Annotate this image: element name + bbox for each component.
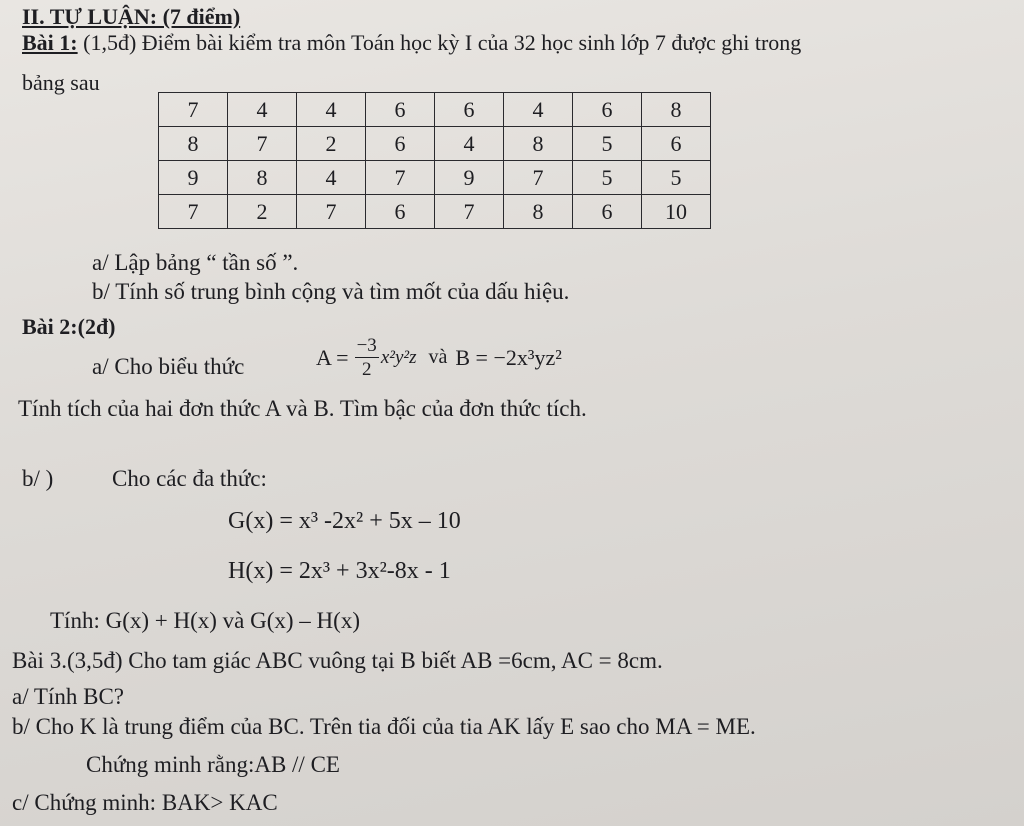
bai1-part-a: a/ Lập bảng “ tần số ”. bbox=[92, 250, 299, 275]
table-cell: 8 bbox=[504, 195, 573, 229]
table-cell: 8 bbox=[228, 161, 297, 195]
table-cell: 6 bbox=[642, 127, 711, 161]
monomial-B: B = −2x³yz² bbox=[455, 344, 562, 370]
and-word: và bbox=[428, 346, 448, 368]
table-cell: 4 bbox=[297, 161, 366, 195]
table-cell: 8 bbox=[159, 127, 228, 161]
table-cell: 2 bbox=[297, 127, 366, 161]
bai2-task: Tính tích của hai đơn thức A và B. Tìm bậc của đơn thức tích. bbox=[18, 396, 587, 421]
bai3-part-b: b/ Cho K là trung điểm của BC. Trên tia đối của tia AK lấy E sao cho MA = ME. bbox=[12, 714, 756, 739]
table-row bbox=[159, 161, 711, 195]
bai1-intro-line2: bảng sau bbox=[22, 70, 100, 95]
table-row bbox=[159, 195, 711, 229]
table-cell: 7 bbox=[159, 93, 228, 127]
A-fraction bbox=[355, 336, 379, 379]
table-cell: 7 bbox=[297, 195, 366, 229]
bai2-title: Bài 2:(2đ) bbox=[22, 314, 116, 339]
table-cell: 6 bbox=[435, 93, 504, 127]
A-variables: x²y²z bbox=[380, 346, 417, 368]
bai2-compute: Tính: G(x) + H(x) và G(x) – H(x) bbox=[50, 608, 360, 633]
table-cell: 5 bbox=[642, 161, 711, 195]
score-table bbox=[158, 92, 711, 229]
bai2-part-a-label: a/ Cho biểu thức bbox=[92, 354, 245, 379]
table-cell: 6 bbox=[366, 93, 435, 127]
table-row bbox=[159, 93, 711, 127]
bai1-part-b: b/ Tính số trung bình cộng và tìm mốt của dấu hiệu. bbox=[92, 279, 570, 304]
table-cell: 4 bbox=[297, 93, 366, 127]
bai1-label: Bài 1: bbox=[22, 30, 78, 55]
table-cell: 4 bbox=[228, 93, 297, 127]
bai3-part-a: a/ Tính BC? bbox=[12, 684, 125, 709]
table-cell: 2 bbox=[228, 195, 297, 229]
A-lhs: A = bbox=[316, 344, 349, 370]
table-cell: 6 bbox=[366, 195, 435, 229]
table-cell: 10 bbox=[642, 195, 711, 229]
table-cell: 8 bbox=[504, 127, 573, 161]
A-denominator: 2 bbox=[361, 359, 372, 380]
bai1-text: (1,5đ) Điểm bài kiểm tra môn Toán học kỳ I của 32 học sinh lớp 7 được ghi trong bbox=[77, 30, 802, 55]
table-cell: 7 bbox=[159, 195, 228, 229]
bai3-part-c: c/ Chứng minh: BAK> KAC bbox=[12, 790, 278, 815]
table-cell: 7 bbox=[435, 195, 504, 229]
table-cell: 6 bbox=[573, 195, 642, 229]
polynomial-G: G(x) = x³ -2x² + 5x – 10 bbox=[228, 508, 461, 534]
bai1-intro-line1 bbox=[22, 30, 801, 56]
table-cell: 6 bbox=[366, 127, 435, 161]
table-cell: 7 bbox=[228, 127, 297, 161]
table-cell: 6 bbox=[573, 93, 642, 127]
table-cell: 7 bbox=[504, 161, 573, 195]
bai2-part-b-label: b/ ) bbox=[22, 466, 54, 491]
table-row bbox=[159, 127, 711, 161]
table-cell: 9 bbox=[435, 161, 504, 195]
polynomial-H: H(x) = 2x³ + 3x²-8x - 1 bbox=[228, 558, 451, 584]
section-title: II. TỰ LUẬN: (7 điểm) bbox=[22, 4, 241, 29]
bai3-part-b2: Chứng minh rằng:AB // CE bbox=[86, 752, 340, 777]
monomial-A bbox=[316, 336, 562, 379]
table-cell: 5 bbox=[573, 161, 642, 195]
bai3-title: Bài 3.(3,5đ) Cho tam giác ABC vuông tại B biết AB =6cm, AC = 8cm. bbox=[12, 648, 663, 673]
A-numerator: −3 bbox=[356, 335, 377, 356]
bai2-part-b-text: Cho các đa thức: bbox=[112, 466, 267, 491]
table-cell: 4 bbox=[504, 93, 573, 127]
table-cell: 8 bbox=[642, 93, 711, 127]
table-cell: 5 bbox=[573, 127, 642, 161]
table-cell: 9 bbox=[159, 161, 228, 195]
table-cell: 4 bbox=[435, 127, 504, 161]
table-cell: 7 bbox=[366, 161, 435, 195]
